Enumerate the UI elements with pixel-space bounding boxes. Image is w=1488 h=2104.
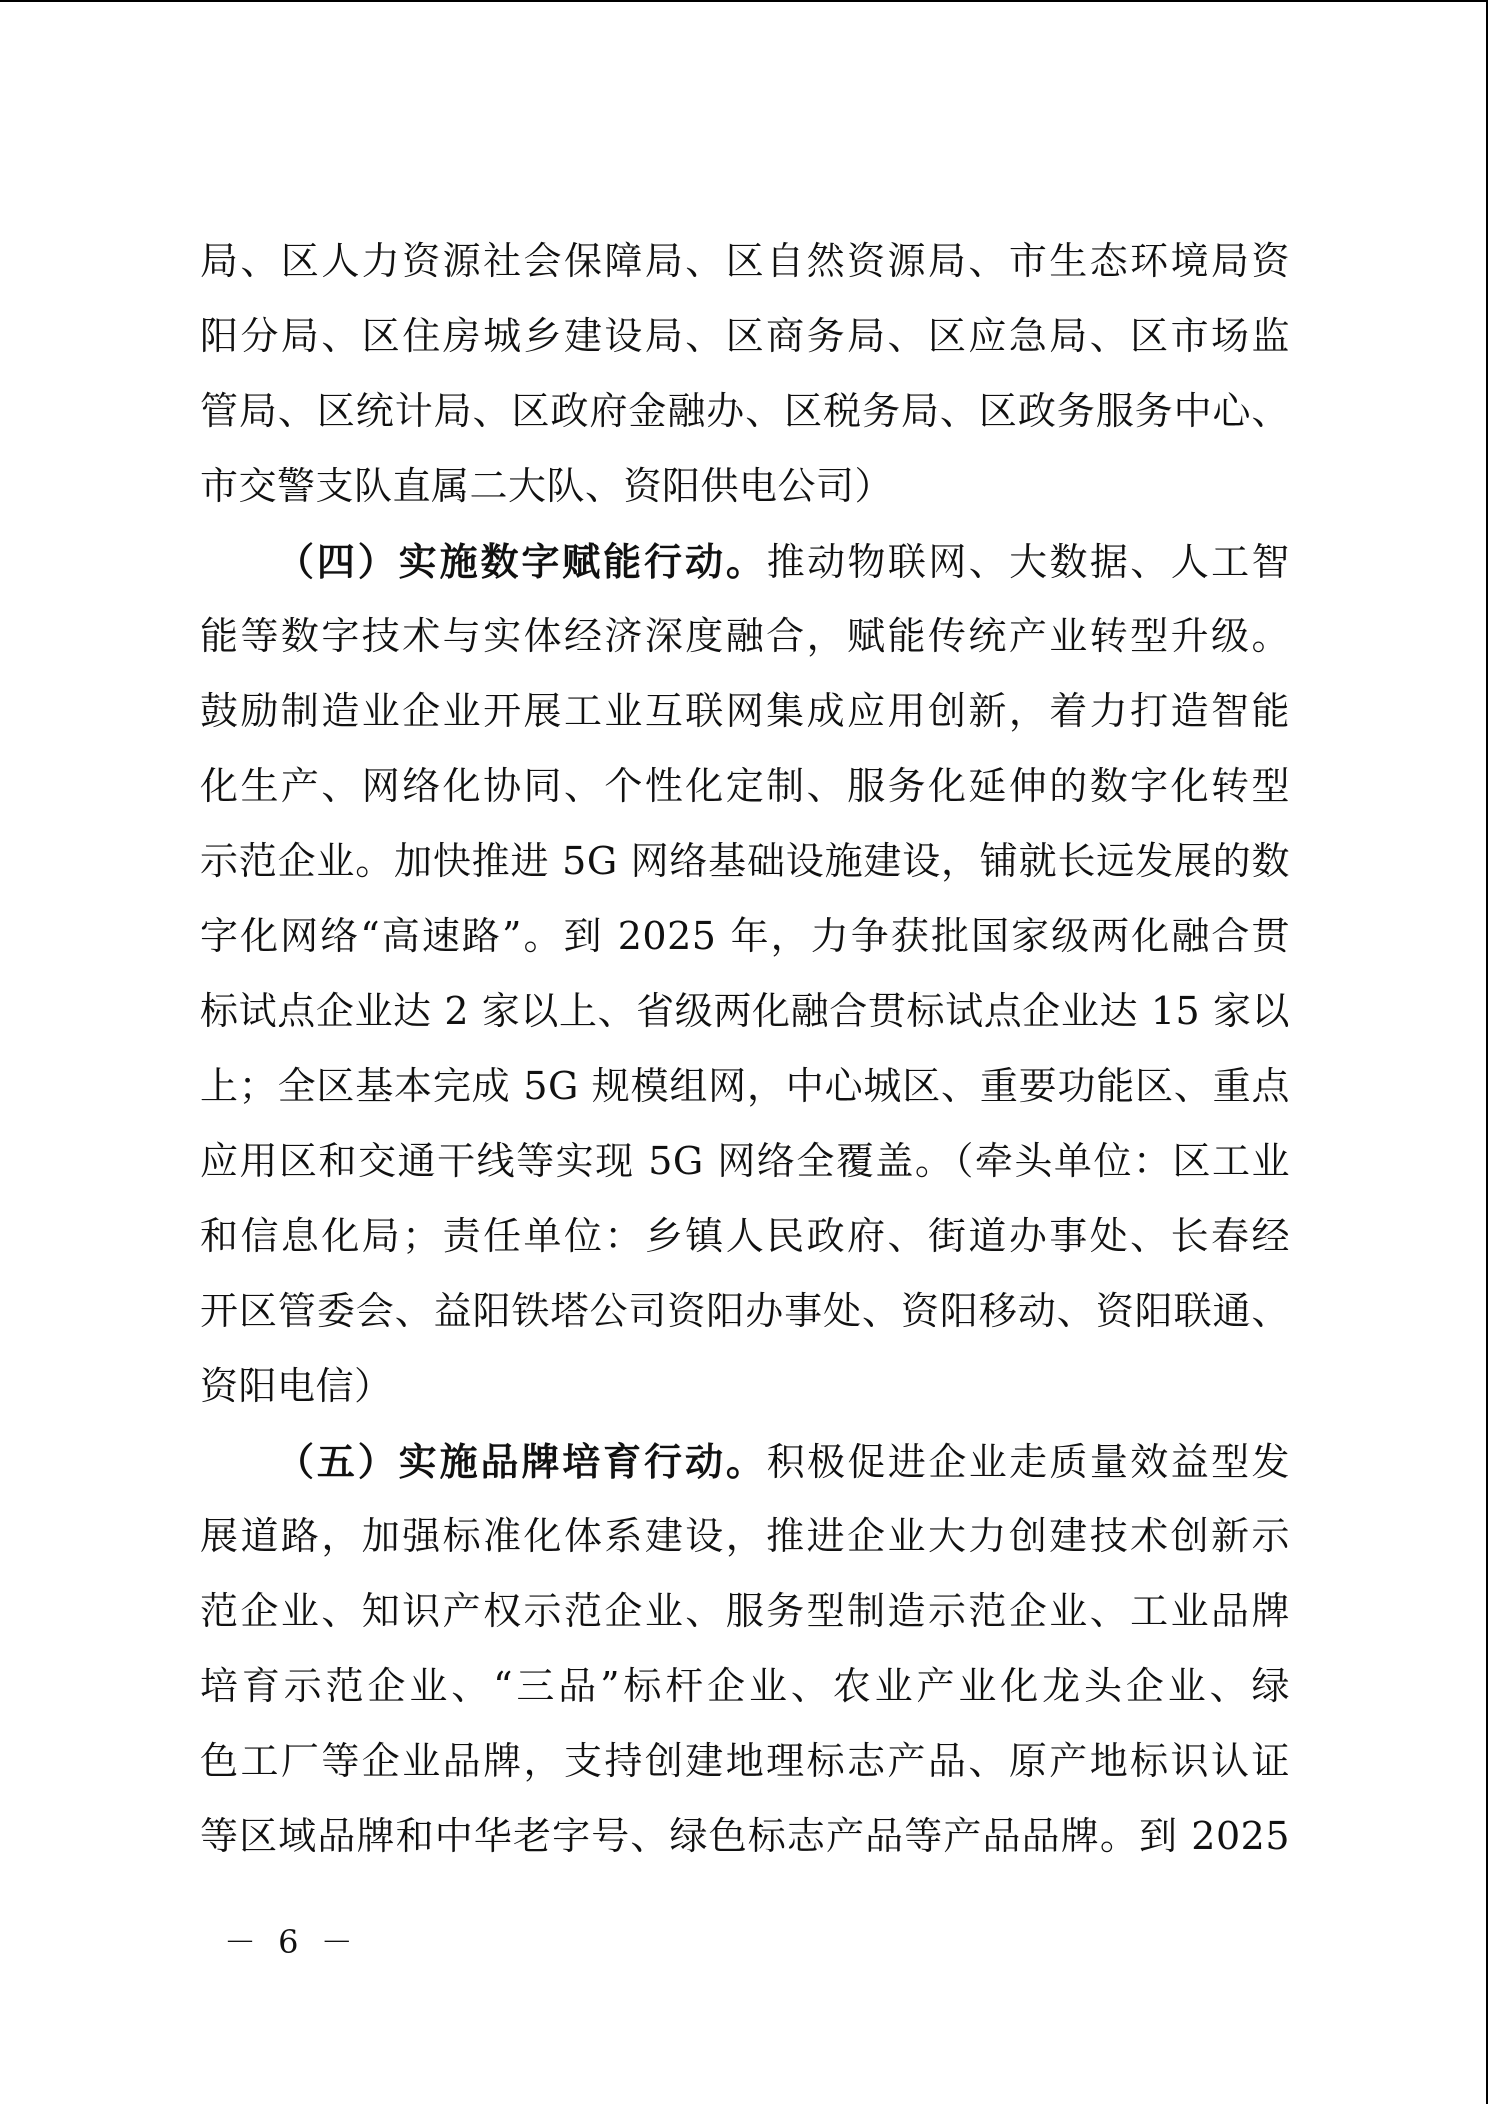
- text-line: 和信息化局；责任单位：乡镇人民政府、街道办事处、长春经: [200, 1214, 1290, 1258]
- text-line: 局、区人力资源社会保障局、区自然资源局、市生态环境局资: [200, 239, 1290, 283]
- text-line: 等区域品牌和中华老字号、绿色标志产品等产品品牌。到 2025: [200, 1814, 1290, 1858]
- text-line: 标试点企业达 2 家以上、省级两化融合贯标试点企业达 15 家以: [200, 989, 1290, 1033]
- text-line: 应用区和交通干线等实现 5G 网络全覆盖。（牵头单位：区工业: [200, 1139, 1290, 1183]
- text-line: 资阳电信）: [200, 1364, 393, 1408]
- text-line: 化生产、网络化协同、个性化定制、服务化延伸的数字化转型: [200, 764, 1290, 808]
- text-span: 推动物联网、大数据、人工智: [766, 540, 1290, 584]
- text-line: 能等数字技术与实体经济深度融合，赋能传统产业转型升级。: [200, 614, 1290, 658]
- text-line: 示范企业。加快推进 5G 网络基础设施建设，铺就长远发展的数: [200, 839, 1290, 883]
- text-line: 开区管委会、益阳铁塔公司资阳办事处、资阳移动、资阳联通、: [200, 1289, 1290, 1333]
- text-line: 上；全区基本完成 5G 规模组网，中心城区、重要功能区、重点: [200, 1064, 1290, 1108]
- paragraph-digital-empowerment: [200, 524, 1290, 1424]
- text-line: 范企业、知识产权示范企业、服务型制造示范企业、工业品牌: [200, 1589, 1290, 1633]
- text-line: 培育示范企业、“三品”标杆企业、农业产业化龙头企业、绿: [200, 1664, 1290, 1708]
- text-line: 市交警支队直属二大队、资阳供电公司）: [200, 464, 894, 508]
- paragraph-brand-cultivation: [200, 1424, 1290, 1874]
- paragraph-first-line: [200, 1424, 1290, 1499]
- text-line: 鼓励制造业企业开展工业互联网集成应用创新，着力打造智能: [200, 689, 1290, 733]
- text-line: 阳分局、区住房城乡建设局、区商务局、区应急局、区市场监: [200, 314, 1290, 358]
- text-span: 积极促进企业走质量效益型发: [766, 1440, 1290, 1484]
- paragraph-continued: [200, 224, 1290, 524]
- text-line: 色工厂等企业品牌，支持创建地理标志产品、原产地标识认证: [200, 1739, 1290, 1783]
- section-heading: （四）实施数字赋能行动。: [276, 539, 767, 584]
- text-line: 展道路，加强标准化体系建设，推进企业大力创建技术创新示: [200, 1514, 1290, 1558]
- document-body: [200, 224, 1290, 1874]
- paragraph-first-line: [200, 524, 1290, 599]
- text-line: 字化网络“高速路”。到 2025 年，力争获批国家级两化融合贯: [200, 914, 1290, 958]
- page-number: － 6 －: [224, 1923, 359, 1961]
- section-heading: （五）实施品牌培育行动。: [276, 1439, 767, 1484]
- text-line: 管局、区统计局、区政府金融办、区税务局、区政务服务中心、: [200, 389, 1290, 433]
